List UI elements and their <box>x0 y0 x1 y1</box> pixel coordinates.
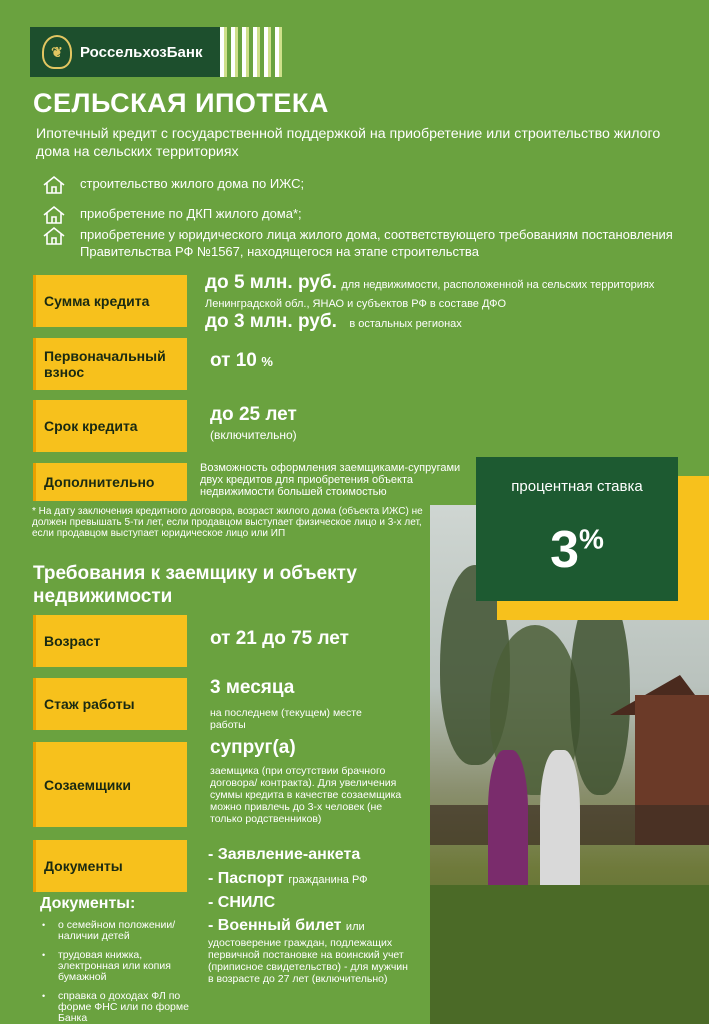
page-title: СЕЛЬСКАЯ ИПОТЕКА <box>33 88 329 118</box>
doc-line: - Заявление-анкета <box>208 846 361 863</box>
down-payment-value: от 10 % <box>210 350 273 371</box>
military-note: удостоверение граждан, подлежащих первичной постановке на воинский учет (приписное свидетельство) - для мужчин в возрасте до 27 лет (включительно) <box>208 937 408 985</box>
age-value: от 21 до 75 лет <box>210 628 349 649</box>
purpose-item: приобретение по ДКП жилого дома*; <box>42 205 302 225</box>
work-value: 3 месяца на последнем (текущем) месте работы <box>210 677 362 731</box>
house-icon <box>42 205 66 225</box>
docs-list <box>208 843 408 985</box>
document-item: • трудовая книжка, электронная или копия бумажной <box>42 949 171 983</box>
down-payment-label: Первоначальный взнос <box>33 338 187 390</box>
extra-label: Дополнительно <box>33 463 187 501</box>
age-label: Возраст <box>33 615 187 667</box>
document-item: • о семейном положении/ наличии детей <box>42 919 176 942</box>
document-item: • справка о доходах ФЛ по форме ФНС или по форме Банка <box>42 990 189 1024</box>
term-value: до 25 лет (включительно) <box>210 404 297 442</box>
doc-line: - Паспорт гражданина РФ <box>208 870 368 887</box>
rate-label: процентная ставка <box>511 478 643 495</box>
cob-label: Созаемщики <box>33 742 187 827</box>
docs-label: Документы <box>33 840 187 892</box>
work-label: Стаж работы <box>33 678 187 730</box>
purpose-item: приобретение у юридического лица жилого дома, соответствующего требованиям постановления Правительства РФ №1567, находящегося на этапе строительства <box>42 226 702 260</box>
doc-line: - СНИЛС <box>208 894 276 911</box>
logo-stripes <box>220 27 282 77</box>
bank-logo <box>30 27 220 77</box>
wheat-icon: ❦ <box>42 35 72 69</box>
cob-value: супруг(а) заемщика (при отсутствии брачного договора/ контракта). Для увеличения суммы кредита в качестве созаемщика можно привлечь до 3-х человек (не только родственников) <box>210 737 402 825</box>
footnote: * На дату заключения кредитного договора, возраст жилого дома (объекта ИЖС) не должен превышать 5-ти лет, если продавцом выступает физическое лицо и 3-х лет, если продавцом выступает юридическое лицо или ИП <box>32 506 423 539</box>
rate-value: 3% <box>550 521 604 579</box>
documents-title: Документы: <box>40 895 136 912</box>
house-icon <box>42 175 66 195</box>
extra-text: Возможность оформления заемщиками-супругами двух кредитов для приобретения объекта недвижимости большей стоимостью <box>200 462 461 498</box>
amount-value-2: до 3 млн. руб. в остальных регионах <box>205 311 462 332</box>
bank-name: РоссельхозБанк <box>80 43 203 61</box>
term-label: Срок кредита <box>33 400 187 452</box>
doc-line: - Военный билет или <box>208 917 365 934</box>
amount-label: Сумма кредита <box>33 275 187 327</box>
subtitle: Ипотечный кредит с государственной поддержкой на приобретение или строительство жилого дома на сельских территориях <box>36 126 661 160</box>
house-icon <box>42 226 66 246</box>
purpose-item: строительство жилого дома по ИЖС; <box>42 175 304 195</box>
amount-value: до 5 млн. руб. для недвижимости, расположенной на сельских территориях Ленинградской обл., ЯНАО и субъектов РФ в составе ДФО <box>205 272 655 310</box>
requirements-title: Требования к заемщику и объекту недвижимости <box>33 563 357 607</box>
